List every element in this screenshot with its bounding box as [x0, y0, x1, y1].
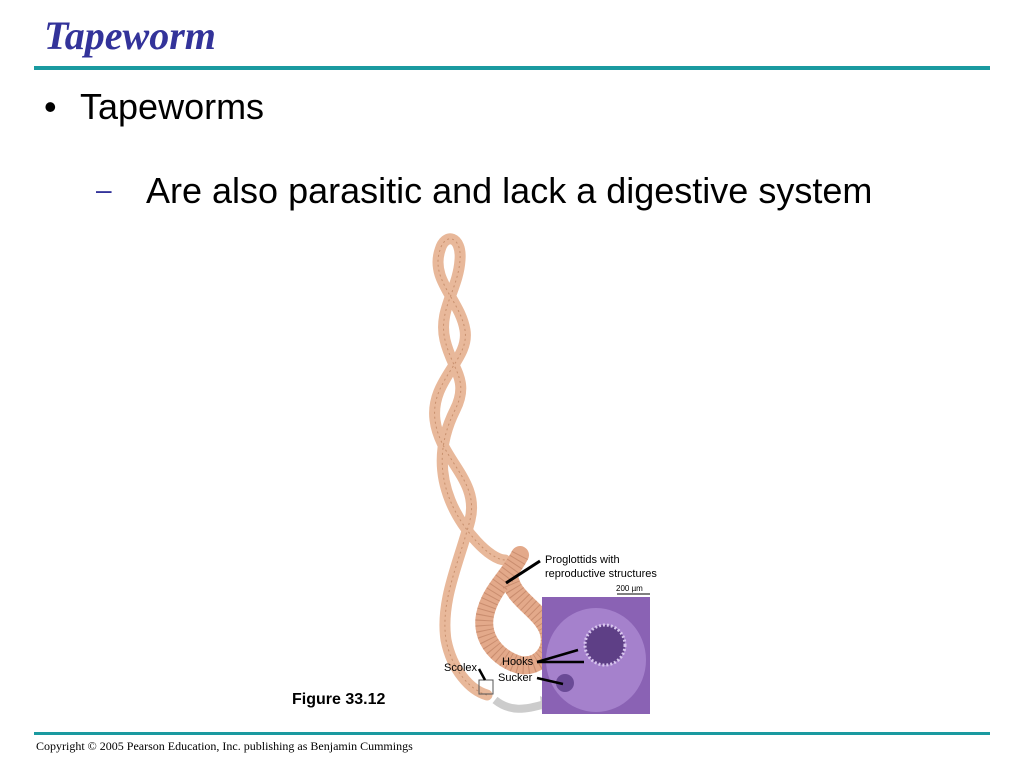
bullet-level1-text: Tapeworms	[80, 86, 265, 127]
hooks-label: Hooks	[502, 656, 534, 668]
scolex-leader-line	[479, 669, 485, 680]
micrograph-hooks-ring	[585, 625, 625, 665]
zoom-arrow	[495, 700, 545, 709]
copyright-text: Copyright © 2005 Pearson Education, Inc. publishing as Benjamin Cummings	[36, 739, 413, 753]
figure-caption: Figure 33.12	[292, 691, 386, 708]
sucker-label: Sucker	[498, 672, 533, 684]
proglottids-label	[545, 553, 657, 581]
proglottids-label-line2: reproductive structures	[545, 568, 657, 580]
footer-divider	[34, 732, 990, 735]
bullet-level2-text: Are also parasitic and lack a digestive system	[146, 170, 873, 211]
bullet-dot: •	[44, 86, 57, 127]
slide-title: Tapeworm	[44, 13, 216, 58]
proglottids-label-line1: Proglottids with	[545, 554, 620, 566]
scale-bar-label: 200 µm	[616, 584, 643, 593]
bullet-dash: –	[96, 174, 112, 205]
scolex-label: Scolex	[444, 662, 478, 674]
